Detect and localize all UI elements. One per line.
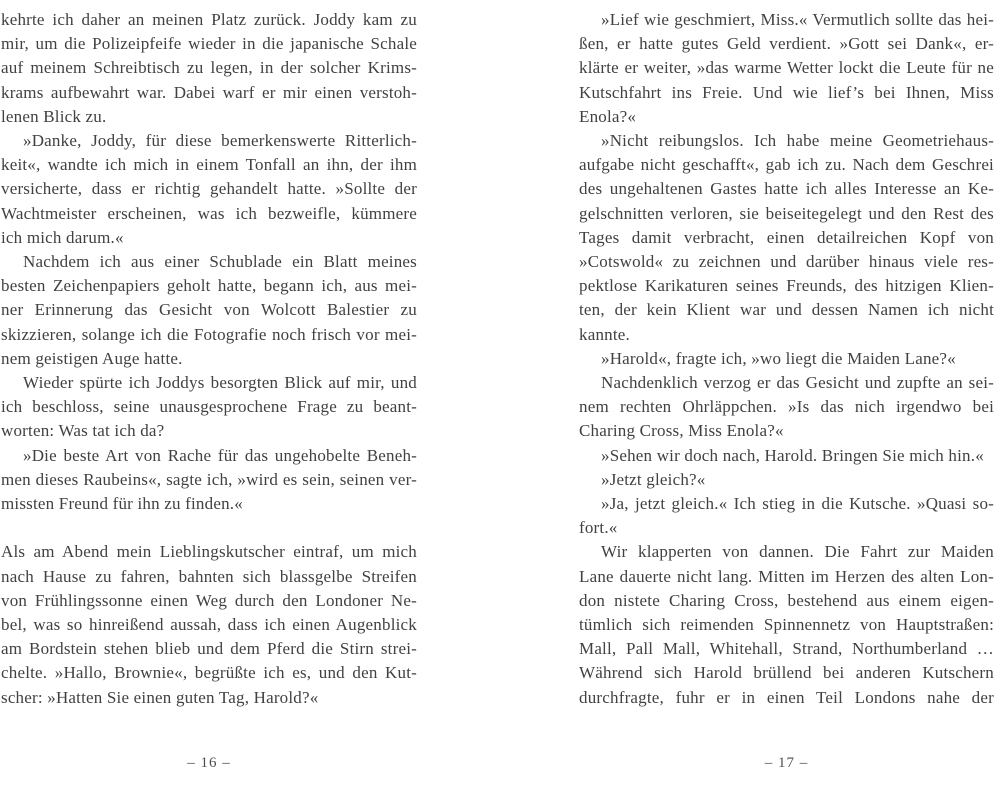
text-line: gelschnitten verloren, sie beiseitegelegt und den Rest des <box>579 203 994 223</box>
text-line: »Jetzt gleich?« <box>601 469 706 489</box>
text-line: Wachtmeister erscheinen, was ich bezweifle, kümmere <box>1 203 417 223</box>
text-line: kannte. <box>579 324 630 344</box>
text-line: versicherte, dass er richtig gehandelt hatte. »Sollte der <box>1 179 417 199</box>
paragraph <box>1 444 417 517</box>
text-line: von Frühlingssonne einen Weg durch den Londoner Ne- <box>1 590 417 610</box>
text-line: men dieses Raubeins«, sagte ich, »wird es sein, seinen ver- <box>1 469 417 489</box>
text-line: don nistete Charing Cross, bestehend aus einem eigen- <box>579 590 994 610</box>
page-number-right: – 17 – <box>764 754 809 771</box>
text-line: skizzieren, solange ich die Fotografie noch frisch vor mei- <box>1 324 417 344</box>
text-line: keit«, wandte ich mich in einem Tonfall an ihn, der ihm <box>1 155 417 175</box>
text-line: ich beschloss, seine unausgesprochene Frage zu beant- <box>1 397 417 417</box>
paragraph <box>579 347 994 371</box>
text-line: nem rechten Ohrläppchen. »Is das nich irgendwo bei <box>579 397 994 417</box>
paragraph <box>1 250 417 371</box>
paragraph <box>579 492 994 540</box>
text-line: krams aufbewahrt war. Dabei warf er mir einen verstoh- <box>1 82 417 102</box>
book-page-left <box>1 8 417 772</box>
text-line: »Nicht reibungslos. Ich habe meine Geometriehaus- <box>601 131 994 151</box>
paragraph <box>1 371 417 444</box>
text-line: am Bordstein stehen blieb und dem Pferd die Stirn strei- <box>1 639 417 659</box>
text-line: scher: »Hatten Sie einen guten Tag, Harold?« <box>1 687 319 707</box>
text-line: Enola?« <box>579 106 637 126</box>
text-line: besten Zeichenpapiers geholt hatte, begann ich, aus mei- <box>1 276 417 296</box>
text-line: des ungehaltenen Gastes hatte ich alles Interesse an Ke- <box>579 179 994 199</box>
text-line: fort.« <box>579 518 618 538</box>
text-line: Tages damit verbracht, einen detailreichen Kopf von <box>579 227 994 247</box>
paragraph <box>579 444 994 468</box>
page-number-left: – 16 – <box>187 754 231 771</box>
text-line: Lane dauerte nicht lang. Mitten im Herzen des alten Lon- <box>579 566 994 586</box>
text-line: durchfragte, fuhr er in einen Teil Londons nahe der <box>579 687 994 707</box>
paragraph <box>579 468 994 492</box>
text-line: nach Hause zu fahren, bahnten sich blassgelbe Streifen <box>1 566 417 586</box>
paragraph <box>1 129 417 250</box>
text-line: klärte er weiter, »das warme Wetter lockt die Leute für ne <box>579 58 994 78</box>
page-text-left <box>1 8 417 710</box>
text-line: Wir klapperten von dannen. Die Fahrt zur Maiden <box>601 542 994 562</box>
text-line: lenen Blick zu. <box>1 106 107 126</box>
book-page-right <box>579 8 994 772</box>
text-line: mir, um die Polizeipfeife wieder in die japanische Schale <box>1 34 417 54</box>
text-line: »Ja, jetzt gleich.« Ich stieg in die Kutsche. »Quasi so- <box>601 494 994 514</box>
paragraph <box>579 129 994 347</box>
text-line: »Harold«, fragte ich, »wo liegt die Maiden Lane?« <box>601 348 956 368</box>
text-line: ßen, er hatte gutes Geld verdient. »Gott sei Dank«, er- <box>579 34 994 54</box>
text-line: Nachdenklich verzog er das Gesicht und zupfte an sei- <box>601 373 994 393</box>
paragraph <box>1 8 417 129</box>
text-line: ten, der kein Klient war und dessen Namen ich nicht <box>579 300 994 320</box>
paragraph <box>579 540 994 709</box>
text-line: Mall, Pall Mall, Whitehall, Strand, Northumberland … <box>579 639 994 659</box>
text-line: Wieder spürte ich Joddys besorgten Blick auf mir, und <box>23 373 417 393</box>
text-line: Charing Cross, Miss Enola?« <box>579 421 784 441</box>
paragraph <box>1 540 417 709</box>
text-line: worten: Was tat ich da? <box>1 421 165 441</box>
text-line: tümlich sich reimenden Spinnennetz von Hauptstraßen: <box>579 615 994 635</box>
text-line: »Die beste Art von Rache für das ungehobelte Beneh- <box>23 445 417 465</box>
text-line: auf meinem Schreibtisch zu legen, in der solcher Krims- <box>1 58 417 78</box>
text-line: Als am Abend mein Lieblingskutscher eintraf, um mich <box>1 542 417 562</box>
text-line: nem geistigen Auge hatte. <box>1 348 183 368</box>
section-break <box>1 516 417 540</box>
text-line: missten Freund für ihn zu finden.« <box>1 494 243 514</box>
paragraph <box>579 371 994 444</box>
text-line: bel, was so hinreißend aussah, dass ich einen Augenblick <box>1 615 417 635</box>
text-line: Kutschfahrt ins Freie. Und wie lief’s bei Ihnen, Miss <box>579 82 994 102</box>
paragraph <box>579 8 994 129</box>
text-line: Während sich Harold brüllend bei anderen Kutschern <box>579 663 994 683</box>
text-line: ich mich darum.« <box>1 227 124 247</box>
text-line: ner Erinnerung das Gesicht von Wolcott Balestier zu <box>1 300 417 320</box>
text-line: »Sehen wir doch nach, Harold. Bringen Sie mich hin.« <box>601 445 984 465</box>
text-line: Nachdem ich aus einer Schublade ein Blatt meines <box>23 252 417 272</box>
text-line: chelte. »Hallo, Brownie«, begrüßte ich es, und den Kut- <box>1 663 417 683</box>
text-line: aufgabe nicht geschafft«, gab ich zu. Nach dem Geschrei <box>579 155 994 175</box>
text-line: kehrte ich daher an meinen Platz zurück. Joddy kam zu <box>1 10 417 29</box>
text-line: pektlose Karikaturen seines Freunds, des hitzigen Klien- <box>579 276 994 296</box>
page-text-right <box>579 8 994 710</box>
text-line: »Lief wie geschmiert, Miss.« Vermutlich sollte das hei- <box>601 10 994 29</box>
text-line: »Danke, Joddy, für diese bemerkenswerte Ritterlich- <box>23 131 417 151</box>
text-line: »Cotswold« zu zeichnen und darüber hinaus viele res- <box>579 252 994 272</box>
